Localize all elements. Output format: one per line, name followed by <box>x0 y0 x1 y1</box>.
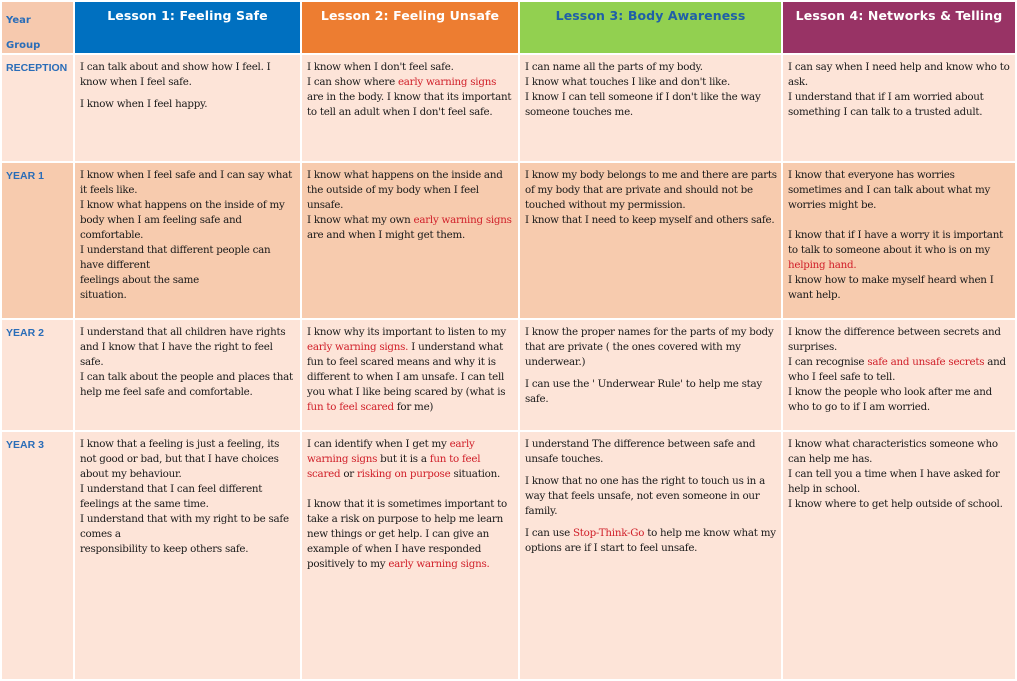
text: I know when I feel safe and I can say what it feels like. <box>80 169 292 196</box>
text: I can use the ' Underwear Rule' to help me stay safe. <box>525 378 762 405</box>
text: I understand that I can feel different feelings at the same time. <box>80 483 263 510</box>
keyword-highlight: risking on purpose <box>356 468 451 480</box>
text: I know when I don't feel safe. <box>307 61 454 73</box>
text: I know how to make myself heard when I want help. <box>788 274 994 301</box>
keyword-highlight: fun to feel scared <box>307 401 394 413</box>
row-label-reception: RECEPTION <box>2 55 73 161</box>
lesson-3-header: Lesson 3: Body Awareness <box>520 2 781 53</box>
text: I understand The difference between safe and unsafe touches. <box>525 438 756 465</box>
text: I understand that different people can have different <box>80 244 271 271</box>
year-1-lesson-4 <box>783 163 1015 318</box>
year-1-lesson-3 <box>520 163 781 318</box>
keyword-highlight: early warning signs <box>307 438 475 465</box>
reception-lesson-3 <box>520 55 781 161</box>
text: I know what touches I like and don't like. <box>525 76 731 88</box>
text: I know what my own <box>307 214 414 226</box>
lesson-2-header: Lesson 2: Feeling Unsafe <box>302 2 518 53</box>
text: I can identify when I get my <box>307 438 450 450</box>
reception-lesson-1 <box>75 55 300 161</box>
reception-lesson-4 <box>783 55 1015 161</box>
year-2-lesson-1 <box>75 320 300 430</box>
text: I can tell you a time when I have asked for help in school. <box>788 468 1000 495</box>
keyword-highlight: early warning signs. <box>388 558 490 570</box>
lesson-4-header: Lesson 4: Networks & Telling <box>783 2 1015 53</box>
text: I know why its important to listen to my <box>307 326 506 338</box>
text: responsibility to keep others safe. <box>80 543 249 555</box>
year-group-line2: Group <box>6 40 41 51</box>
keyword-highlight: early warning signs. <box>307 341 409 353</box>
text: for me) <box>393 401 434 413</box>
text: I can talk about the people and places that help me feel safe and comfortable. <box>80 371 293 398</box>
row-label-year-1: YEAR 1 <box>2 163 73 318</box>
text: I can say when I need help and know who to ask. <box>788 61 1010 88</box>
text: I know that no one has the right to touch us in a way that feels unsafe, not even someone in our family. <box>525 475 765 517</box>
text: I know what happens on the inside and the outside of my body when I feel unsafe. <box>307 169 503 211</box>
year-1-lesson-1 <box>75 163 300 318</box>
text: I understand that all children have rights and I know that I have the right to feel safe. <box>80 326 286 368</box>
lesson-1-header: Lesson 1: Feeling Safe <box>75 2 300 53</box>
text: or <box>340 468 357 480</box>
year-1-lesson-2 <box>302 163 518 318</box>
text <box>307 325 514 415</box>
text <box>307 213 514 243</box>
text: and who I feel safe to tell. <box>788 356 1006 383</box>
text: are in the body. I know that its important to tell an adult when I don't feel safe. <box>307 91 512 118</box>
reception-lesson-2 <box>302 55 518 161</box>
year-3-lesson-3 <box>520 432 781 679</box>
text: I know what happens on the inside of my body when I am feeling safe and comfortable. <box>80 199 285 241</box>
text: situation. <box>80 289 127 301</box>
text: I can recognise <box>788 356 868 368</box>
text: I can talk about and show how I feel. I know when I feel safe. <box>80 61 271 88</box>
text: I know the difference between secrets and surprises. <box>788 326 1001 353</box>
text: but it is a <box>377 453 430 465</box>
text: I know where to get help outside of school. <box>788 498 1003 510</box>
text: I understand that if I am worried about something I can talk to a trusted adult. <box>788 91 984 118</box>
year-3-lesson-2 <box>302 432 518 679</box>
year-2-lesson-4 <box>783 320 1015 430</box>
text: I understand what fun to feel scared means and why it is different to when I am unsafe. I can tell you what I like being scared by (what is <box>307 341 506 398</box>
text: situation. <box>450 468 500 480</box>
text: I know what characteristics someone who can help me has. <box>788 438 998 465</box>
text: I know that if I have a worry it is important to talk to someone about it who is on my <box>788 229 1003 256</box>
keyword-highlight: helping hand. <box>788 259 857 271</box>
text <box>525 526 777 556</box>
text: I know my body belongs to me and there are parts of my body that are private and should not be touched without my permission. <box>525 169 777 211</box>
text: I know that I need to keep myself and others safe. <box>525 214 775 226</box>
text: I know that everyone has worries sometimes and I can talk about what my worries might be. <box>788 169 991 211</box>
text: I can show where <box>307 76 398 88</box>
year-3-lesson-4 <box>783 432 1015 679</box>
text: to help me know what my options are if I start to feel unsafe. <box>525 527 776 554</box>
text: I understand that with my right to be safe comes a <box>80 513 289 540</box>
text <box>307 497 514 572</box>
text: I know when I feel happy. <box>80 98 208 110</box>
row-label-year-3: YEAR 3 <box>2 432 73 679</box>
text: I know I can tell someone if I don't like the way someone touches me. <box>525 91 761 118</box>
text: I can name all the parts of my body. <box>525 61 703 73</box>
year-group-header <box>2 2 73 53</box>
keyword-highlight: early warning signs <box>397 76 497 88</box>
text <box>788 355 1011 385</box>
year-2-lesson-3 <box>520 320 781 430</box>
text: I know that it is sometimes important to take a risk on purpose to help me learn new things or get help. I can give an example of when I have responded positively to my <box>307 498 507 570</box>
keyword-highlight: early warning signs <box>413 214 512 226</box>
text: I know the proper names for the parts of my body that are private ( the ones covered with my underwear.) <box>525 326 774 368</box>
year-2-lesson-2 <box>302 320 518 430</box>
keyword-highlight: safe and unsafe secrets <box>867 356 985 368</box>
year-3-lesson-1 <box>75 432 300 679</box>
text <box>788 228 1011 273</box>
text <box>307 75 514 120</box>
text: I know the people who look after me and who to go to if I am worried. <box>788 386 993 413</box>
text: are and when I might get them. <box>307 229 466 241</box>
keyword-highlight: fun to feel scared <box>307 453 481 480</box>
year-group-line1: Year <box>6 15 31 26</box>
keyword-highlight: Stop-Think-Go <box>572 527 645 539</box>
text: I can use <box>525 527 573 539</box>
text: I know that a feeling is just a feeling, its not good or bad, but that I have choices about my behaviour. <box>80 438 280 480</box>
curriculum-table <box>2 2 1015 679</box>
row-label-year-2: YEAR 2 <box>2 320 73 430</box>
text <box>307 437 514 482</box>
text: feelings about the same <box>80 274 200 286</box>
